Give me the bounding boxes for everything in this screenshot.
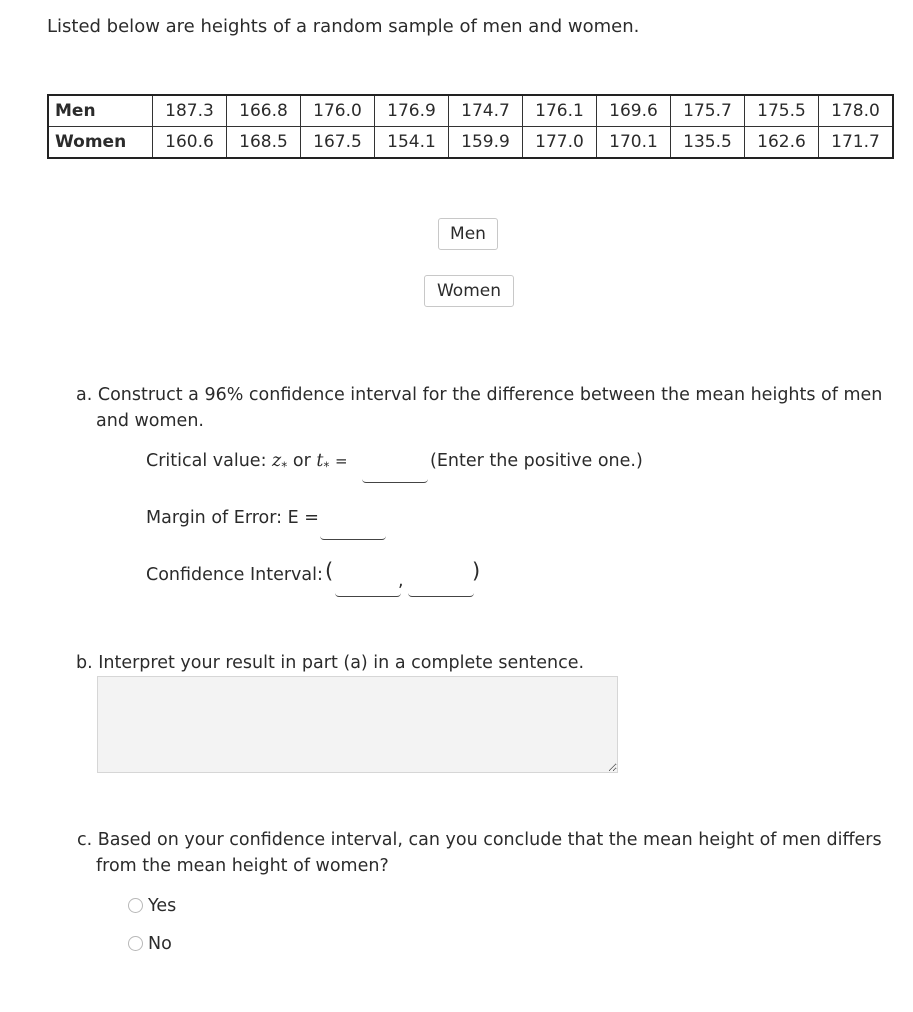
- table-cell: 178.0: [819, 95, 894, 127]
- critical-value-input[interactable]: [362, 454, 428, 483]
- table-cell: 170.1: [597, 127, 671, 159]
- table-cell: 160.6: [153, 127, 227, 159]
- critical-value-hint: (Enter the positive one.): [430, 451, 643, 471]
- men-button[interactable]: Men: [438, 218, 498, 250]
- ci-comma: ,: [398, 571, 404, 591]
- table-cell: 167.5: [301, 127, 375, 159]
- yes-radio[interactable]: [128, 898, 143, 913]
- intro-text: Listed below are heights of a random sample of men and women.: [47, 16, 640, 37]
- part-a-question-line1: a. Construct a 96% confidence interval for the difference between the mean heights of men: [76, 385, 883, 405]
- table-cell: 175.7: [671, 95, 745, 127]
- t-star: *: [323, 459, 330, 474]
- table-cell: 176.1: [523, 95, 597, 127]
- critical-value-label: [146, 448, 348, 480]
- table-cell: 171.7: [819, 127, 894, 159]
- ci-close-paren: ): [472, 559, 481, 583]
- margin-of-error-input[interactable]: [320, 511, 386, 540]
- row-label-men: Men: [48, 95, 153, 127]
- table-cell: 176.9: [375, 95, 449, 127]
- table-cell: 166.8: [227, 95, 301, 127]
- part-c-question-line2: from the mean height of women?: [96, 856, 389, 876]
- confidence-interval-label: Confidence Interval:: [146, 565, 323, 585]
- ci-lower-input[interactable]: [335, 568, 401, 597]
- part-c-question-line1: c. Based on your confidence interval, can you conclude that the mean height of men differs: [77, 830, 882, 850]
- row-label-women: Women: [48, 127, 153, 159]
- z-symbol: z: [272, 451, 282, 471]
- critical-label-text: Critical value:: [146, 451, 267, 471]
- table-cell: 175.5: [745, 95, 819, 127]
- part-a-question-line2: and women.: [96, 411, 204, 431]
- table-cell: 162.6: [745, 127, 819, 159]
- women-button[interactable]: Women: [424, 275, 514, 307]
- t-symbol: t: [316, 451, 324, 471]
- table-cell: 159.9: [449, 127, 523, 159]
- table-row: [48, 95, 893, 127]
- margin-of-error-label: Margin of Error: E =: [146, 508, 319, 528]
- table-cell: 174.7: [449, 95, 523, 127]
- table-cell: 187.3: [153, 95, 227, 127]
- yes-label: Yes: [148, 896, 177, 916]
- table-cell: 177.0: [523, 127, 597, 159]
- equals-sign: =: [334, 452, 348, 470]
- table-cell: 154.1: [375, 127, 449, 159]
- z-star: *: [281, 459, 288, 474]
- table-cell: 168.5: [227, 127, 301, 159]
- table-cell: 176.0: [301, 95, 375, 127]
- or-text: or: [292, 451, 311, 471]
- interpretation-textarea[interactable]: [97, 676, 618, 773]
- part-b-question: b. Interpret your result in part (a) in a complete sentence.: [76, 653, 585, 673]
- table-cell: 135.5: [671, 127, 745, 159]
- table-row: [48, 127, 893, 159]
- ci-open-paren: (: [325, 559, 334, 583]
- no-radio[interactable]: [128, 936, 143, 951]
- no-label: No: [148, 934, 172, 954]
- ci-upper-input[interactable]: [408, 568, 474, 597]
- heights-table: [47, 94, 894, 159]
- table-cell: 169.6: [597, 95, 671, 127]
